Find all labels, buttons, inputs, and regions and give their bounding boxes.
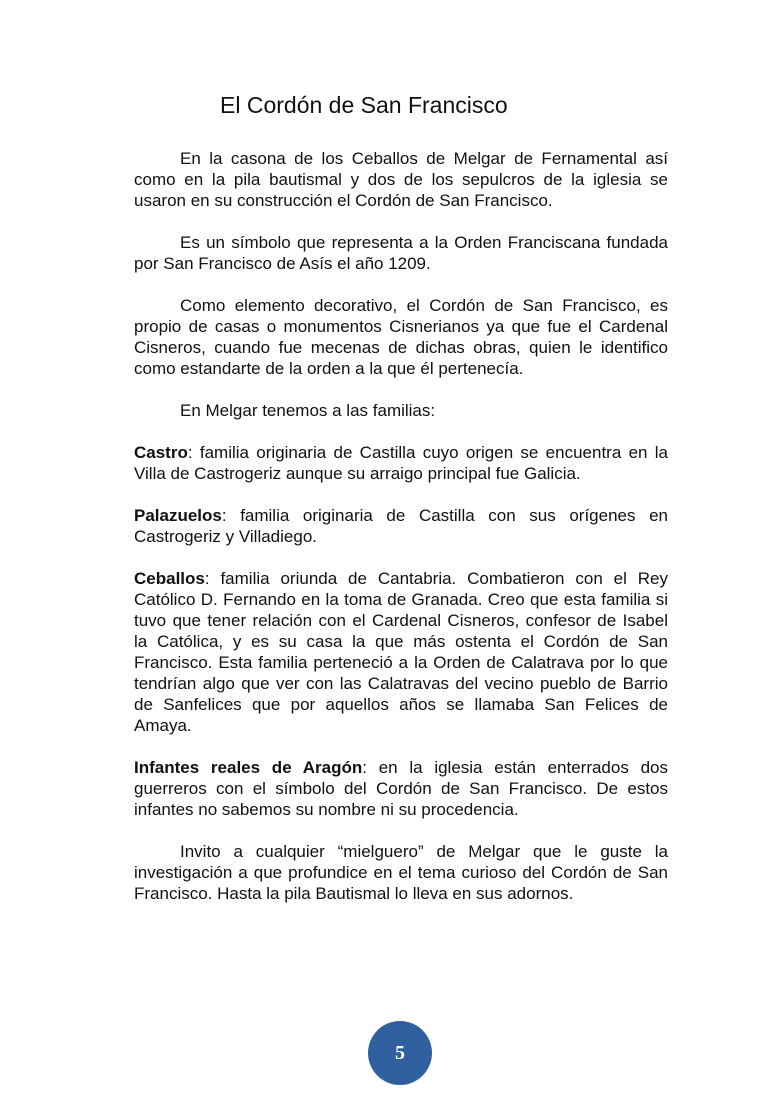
family-name: Infantes reales de Aragón xyxy=(134,758,363,777)
family-entry-ceballos xyxy=(134,568,668,736)
paragraph-symbol: Es un símbolo que representa a la Orden Franciscana fundada por San Francisco de Asís el año 1209. xyxy=(134,233,668,273)
paragraph-families-intro: En Melgar tenemos a las familias: xyxy=(180,401,436,420)
page-number-badge: 5 xyxy=(368,1021,432,1085)
family-name: Ceballos xyxy=(134,569,205,588)
paragraph-closing: Invito a cualquier “mielguero” de Melgar que le guste la investigación a que profundice en el tema curioso del Cordón de San Francisco. Hasta la pila Bautismal lo lleva en sus adornos. xyxy=(134,842,668,903)
family-name: Palazuelos xyxy=(134,506,222,525)
family-description: : familia originaria de Castilla cuyo origen se encuentra en la Villa de Castrogeriz aunque su arraigo principal fue Galicia. xyxy=(134,443,668,483)
family-description: : familia originaria de Castilla con sus orígenes en Castrogeriz y Villadiego. xyxy=(134,506,668,546)
document-body xyxy=(134,148,668,925)
paragraph-decorative: Como elemento decorativo, el Cordón de San Francisco, es propio de casas o monumentos Cisnerianos ya que fue el Cardenal Cisneros, cuando fue mecenas de dichas obras, quien le identifico como estandarte de la orden a la que él pertenecía. xyxy=(134,296,668,378)
page-title: El Cordón de San Francisco xyxy=(220,92,508,118)
family-description: : familia oriunda de Cantabria. Combatieron con el Rey Católico D. Fernando en la toma de Granada. Creo que esta familia si tuvo que tener relación con el Cardenal Cisneros, confesor de Isabel la Católica, y es su casa la que más ostenta el Cordón de San Francisco. Esta familia perteneció a la Orden de Calatrava por lo que tendrían algo que ver con las Calatravas del vecino pueblo de Barrio de Sanfelices que por aquellos años se llamaba San Felices de Amaya. xyxy=(134,569,668,735)
paragraph-intro: En la casona de los Ceballos de Melgar de Fernamental así como en la pila bautismal y dos de los sepulcros de la iglesia se usaron en su construcción el Cordón de San Francisco. xyxy=(134,149,668,210)
family-entry-palazuelos xyxy=(134,505,668,547)
family-entry-infantes xyxy=(134,757,668,820)
family-name: Castro xyxy=(134,443,188,462)
family-description: : en la iglesia están enterrados dos guerreros con el símbolo del Cordón de San Francisco. De estos infantes no sabemos su nombre ni su procedencia. xyxy=(134,758,668,819)
family-entry-castro xyxy=(134,442,668,484)
